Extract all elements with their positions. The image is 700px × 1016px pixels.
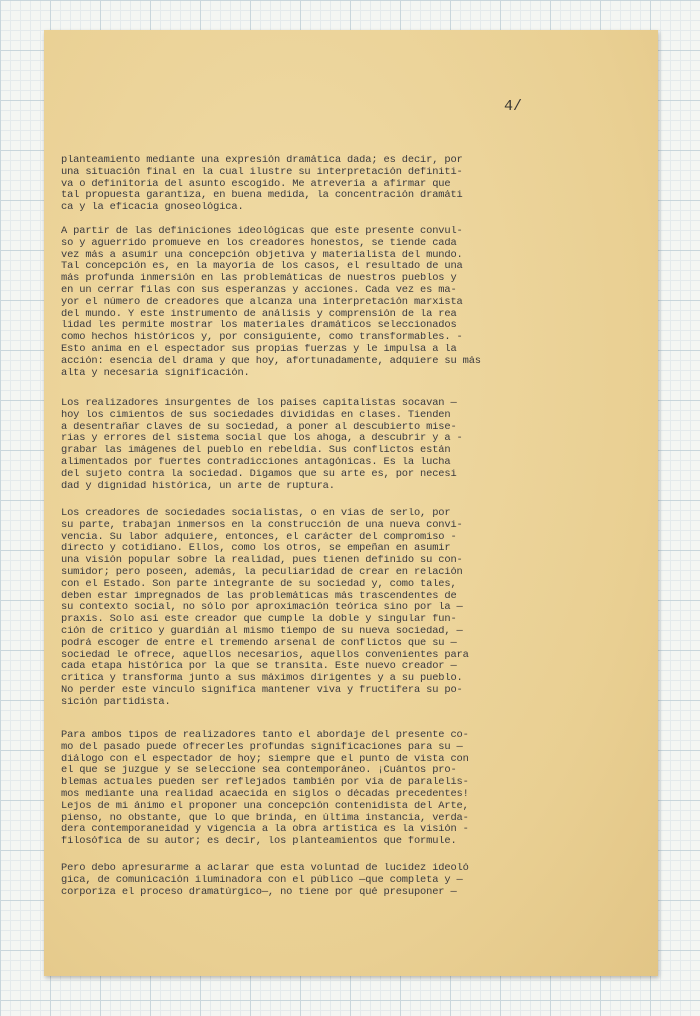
text-line: su parte, trabajan inmersos en la construcción de una nueva convi- — [61, 519, 463, 531]
text-line: va o definitoria del asunto escogido. Me atrevería a afirmar que — [61, 178, 451, 190]
paragraph — [61, 398, 601, 492]
text-line: ción de crítico y guardián al mismo tiempo de su nueva sociedad, — — [61, 625, 463, 637]
text-line: acción: esencia del drama y que hoy, afortunadamente, adquiere su más — [61, 355, 481, 367]
text-line: critica y transforma junto a sus máximos dirigentes y a su pueblo. — [61, 673, 463, 685]
text-line: grabar las imágenes del pueblo en rebeldía. Sus conflictos están — [61, 445, 451, 457]
text-line: dad y dignidad histórica, un arte de ruptura. — [61, 480, 335, 492]
text-line: alimentados por fuertes contradicciones antagónicas. Es la lucha — [61, 456, 451, 468]
text-line: pienso, no obstante, que lo que brinda, en última instancia, verda- — [61, 812, 469, 824]
text-line: una situación final en la cual ilustre su interpretación definiti- — [61, 166, 463, 178]
paragraph — [61, 155, 601, 214]
text-line: vencia. Su labor adquiere, entonces, el carácter del compromiso - — [61, 531, 457, 543]
paragraph — [61, 508, 601, 709]
text-line: mo del pasado puede ofrecerles profundas significaciones para su — — [61, 741, 463, 753]
text-line: hoy los cimientos de sus sociedades divididas en clases. Tienden — [61, 409, 451, 421]
text-line: No perder este vínculo significa mantener viva y fructífera su po- — [61, 684, 463, 696]
text-line: Para ambos tipos de realizadores tanto el abordaje del presente co- — [61, 730, 469, 741]
text-line: vez más a asumir una concepción objetiva y materialista del mundo. — [61, 249, 463, 261]
text-line: sición partidista. — [61, 696, 171, 708]
text-line: filosófica de su autor; es decir, los planteamientos que formule. — [61, 836, 457, 848]
text-line: su contexto social, no sólo por aproximación teórica sino por la — — [61, 602, 463, 614]
text-line: podrá escoger de entre el tremendo arsenal de conflictos que su — — [61, 637, 457, 649]
paragraph — [61, 730, 601, 848]
text-line: planteamiento mediante una expresión dramática dada; es decir, por — [61, 155, 463, 166]
paragraph — [61, 863, 601, 898]
text-line: cada etapa histórica por la que se transita. Este nuevo creador — — [61, 661, 457, 673]
text-line: Los realizadores insurgentes de los países capitalistas socavan — — [61, 398, 457, 409]
text-line: so y aguerrido promueve en los creadores honestos, se tiende cada — [61, 237, 457, 249]
text-line: deben estar impregnados de las problemáticas más trascendentes de — [61, 590, 457, 602]
text-line: con el Estado. Son parte integrante de su sociedad y, como tales, — [61, 578, 457, 590]
text-line: rias y errores del sistema social que los ahoga, a descubrir y a - — [61, 433, 463, 445]
text-line: mos mediante una realidad acaecida en siglos o décadas precedentes! — [61, 788, 469, 800]
text-line: directo y cotidiano. Ellos, como los otros, se empeñan en asumir — [61, 543, 451, 555]
text-line: del sujeto contra la sociedad. Digamos que su arte es, por necesi — [61, 468, 457, 480]
text-line: Pero debo apresurarme a aclarar que esta voluntad de lucidez ideoló — [61, 863, 469, 874]
text-line: una visión popular sobre la realidad, pues tienen definido su con- — [61, 555, 463, 567]
text-line: yor el número de creadores que alcanza una interpretación marxista — [61, 296, 463, 308]
text-line: como hechos históricos y, por consiguiente, como transformables. - — [61, 332, 463, 344]
text-line: a desentrañar claves de su sociedad, a poner al descubierto mise- — [61, 421, 457, 433]
text-line: sociedad le ofrece, aquellos necesarios, aquellos convenientes para — [61, 649, 469, 661]
text-line: Los creadores de sociedades socialistas, o en vías de serlo, por — [61, 508, 451, 519]
text-line: gica, de comunicación iluminadora con el público —que completa y — — [61, 874, 463, 886]
text-line: el que se juzgue y se seleccione sea contemporáneo. ¡Cuántos pro- — [61, 765, 457, 777]
text-line: del mundo. Y este instrumento de análisis y comprensión de la rea — [61, 308, 457, 320]
text-line: diálogo con el espectador de hoy; siempre que el punto de vista con — [61, 753, 469, 765]
text-line: en un cerrar filas con sus esperanzas y acciones. Cada vez es ma- — [61, 284, 457, 296]
page-number: 4/ — [504, 98, 523, 115]
text-line: praxis. Solo así este creador que cumple la doble y singular fun- — [61, 614, 457, 626]
text-line: A partir de las definiciones ideológicas que este presente convul- — [61, 226, 463, 237]
text-line: más profunda inmersión en las problemáticas de nuestros pueblos y — [61, 273, 457, 285]
text-line: blemas actuales pueden ser reflejados también por vía de paralelis- — [61, 777, 469, 789]
text-line: Lejos de mi ánimo el proponer una concepción contenidista del Arte, — [61, 800, 469, 812]
paragraph — [61, 226, 601, 379]
text-line: Esto anima en el espectador sus propias fuerzas y le impulsa a la — [61, 343, 457, 355]
text-line: sumidor; pero poseen, además, la peculiaridad de crear en relación — [61, 566, 463, 578]
text-line: alta y necesaria significación. — [61, 367, 250, 379]
text-line: tal propuesta garantiza, en buena medida, la concentración dramáti — [61, 190, 463, 202]
text-line: dera contemporaneidad y vigencia a la obra artística es la visión - — [61, 824, 469, 836]
text-line: ca y la eficacia gnoseológica. — [61, 202, 244, 214]
text-line: lidad les permite mostrar los materiales dramáticos seleccionados — [61, 320, 457, 332]
text-line: corporiza el proceso dramatúrgico—, no tiene por qué presuponer — — [61, 886, 457, 898]
text-line: Tal concepción es, en la mayoría de los casos, el resultado de una — [61, 261, 463, 273]
